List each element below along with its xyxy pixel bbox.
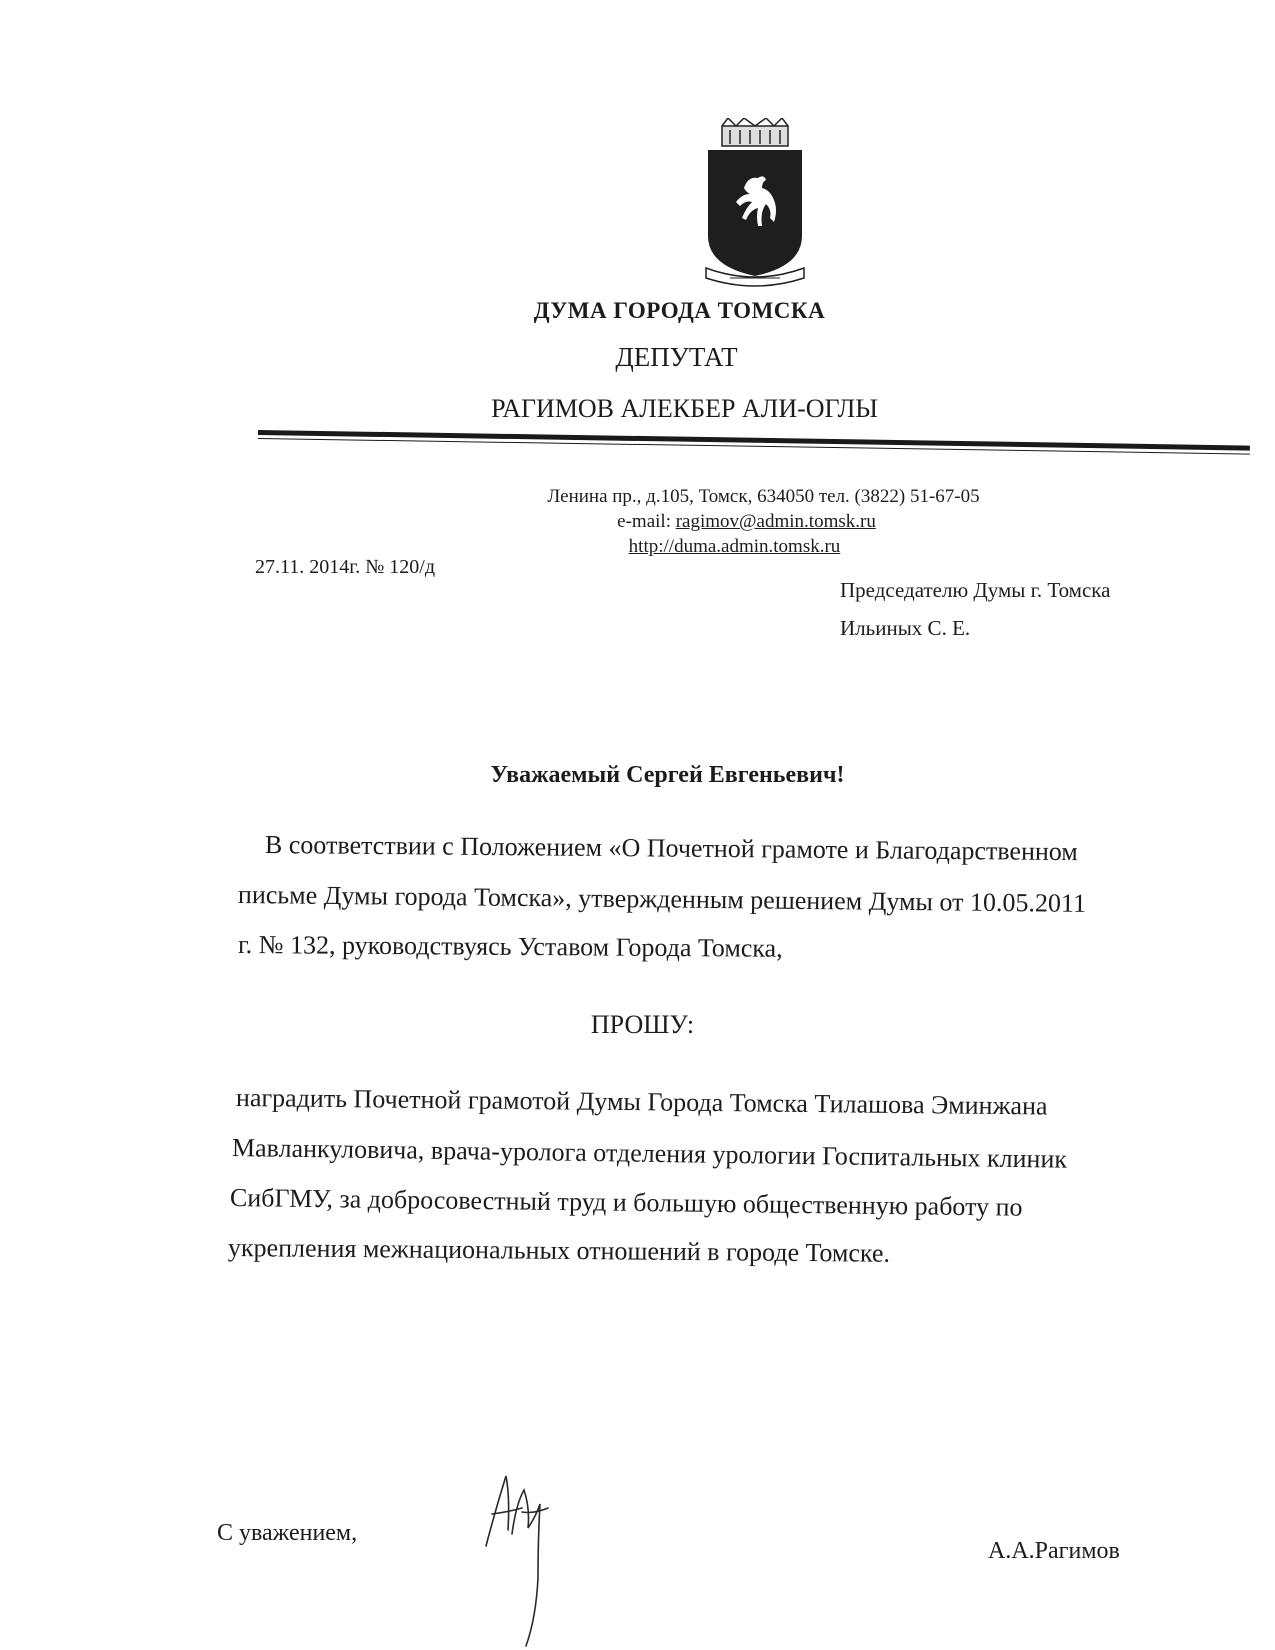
deputy-name: РАГИМОВ АЛЕКБЕР АЛИ-ОГЛЫ: [491, 394, 878, 423]
email-link[interactable]: ragimov@admin.tomsk.ru: [675, 511, 876, 532]
signer-name: А.А.Рагимов: [988, 1538, 1120, 1564]
document-reference: 27.11. 2014г. № 120/д: [255, 556, 436, 578]
addressee-title: Председателю Думы г. Томска: [840, 578, 1111, 602]
salutation: Уважаемый Сергей Евгеньевич!: [490, 762, 845, 788]
paragraph-line: В соответствии с Положением «О Почетной грамоте и Благодарственном: [264, 830, 1078, 867]
handwritten-signature: [478, 1468, 568, 1648]
email-label: e-mail:: [617, 511, 676, 532]
coat-of-arms-icon: [700, 118, 810, 290]
addressee-name: Ильиных С. Е.: [840, 616, 971, 640]
deputy-title: ДЕПУТАТ: [615, 342, 738, 372]
paragraph-line: укрепления межнациональных отношений в городе Томске.: [227, 1233, 891, 1268]
paragraph-line: наградить Почетной грамотой Думы Города Томска Тилашова Эминжана: [235, 1083, 1048, 1121]
email-line: [0, 511, 1275, 533]
paragraph-line: СибГМУ, за добросовестный труд и большую общественную работу по: [229, 1183, 1023, 1222]
organization-name: ДУМА ГОРОДА ТОМСКА: [533, 298, 826, 323]
website-line: [0, 536, 1275, 558]
paragraph-line: г. № 132, руководствуясь Уставом Города Томска,: [237, 930, 783, 963]
address-phone: Ленина пр., д.105, Томск, 634050 тел. (3822) 51-67-05: [547, 486, 980, 507]
website-link[interactable]: http://duma.admin.tomsk.ru: [628, 536, 841, 557]
closing-phrase: С уважением,: [217, 1520, 358, 1546]
paragraph-line: Мавланкуловича, врача-уролога отделения урологии Госпитальных клиник: [231, 1133, 1068, 1174]
paragraph-line: письме Думы города Томска», утвержденным решением Думы от 10.05.2011: [237, 880, 1087, 918]
request-heading: ПРОШУ:: [590, 1010, 695, 1039]
